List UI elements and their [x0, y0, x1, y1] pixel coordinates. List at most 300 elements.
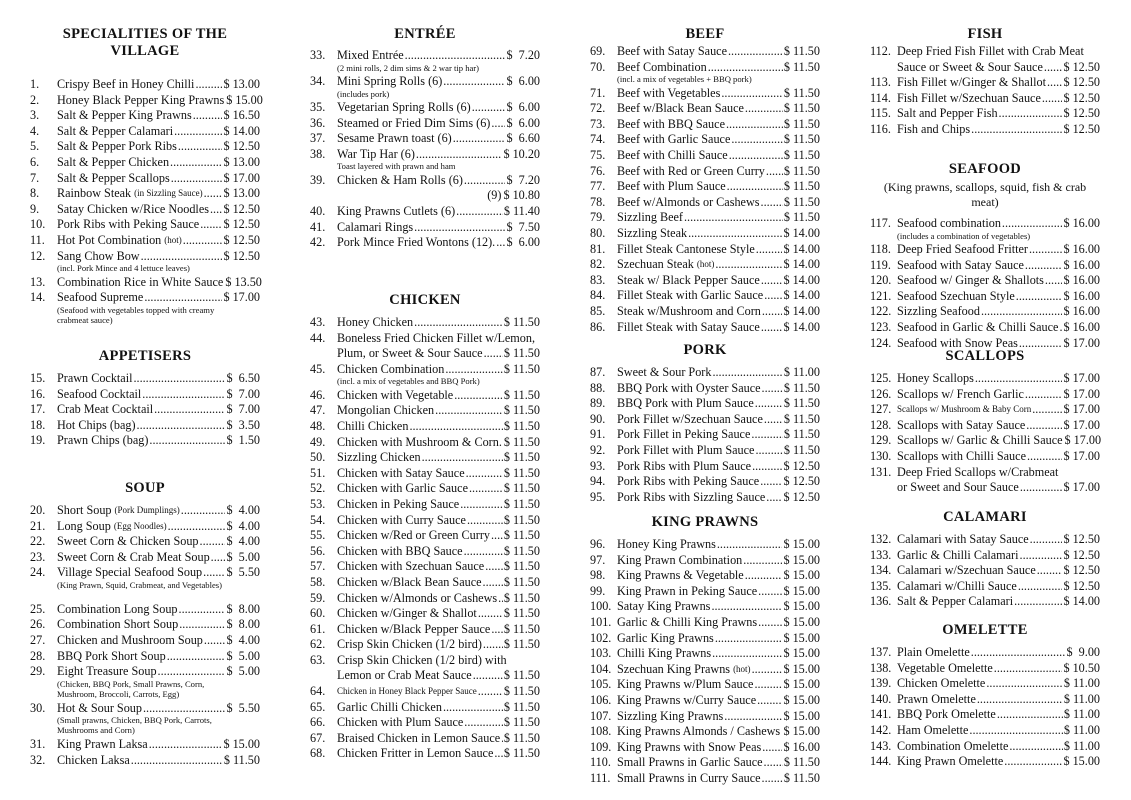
item-line	[337, 74, 540, 90]
menu-item	[310, 606, 540, 622]
item-line	[57, 633, 260, 649]
item-line	[337, 746, 540, 762]
item-line	[337, 513, 540, 529]
section-items	[870, 532, 1100, 610]
item-number: 120.	[870, 273, 892, 288]
item-price: $ 12.50	[1063, 59, 1100, 74]
item-price: $ 15.00	[223, 736, 260, 751]
item-line	[337, 362, 540, 378]
item-price: $ 12.50	[223, 248, 260, 263]
item-line	[57, 92, 263, 109]
menu-item	[590, 226, 820, 242]
dot-leader	[478, 606, 503, 622]
item-number: 55.	[310, 528, 326, 543]
item-number: 112.	[870, 44, 891, 58]
dot-leader	[467, 513, 503, 529]
dot-leader	[1047, 75, 1062, 91]
menu-item	[590, 490, 820, 506]
item-number: 108.	[590, 724, 612, 739]
item-tag: (Egg Noodles)	[113, 520, 167, 531]
item-name: Rainbow Steak	[57, 186, 132, 201]
item-name: BBQ Pork with Oyster Sauce	[617, 380, 761, 395]
item-name: Fillet Steak with Satay Sauce	[617, 319, 760, 334]
item-price: $ 5.00	[226, 549, 260, 564]
item-number: 142.	[870, 722, 892, 737]
item-price: $ 11.40	[503, 203, 540, 218]
item-name: Fish Fillet w/Szechuan Sauce	[897, 90, 1041, 105]
item-name: Crispy Beef in Honey Chilli	[57, 77, 195, 91]
dot-leader	[491, 528, 503, 544]
item-name: Prawn Omelette	[897, 691, 976, 706]
section-title: KING PRAWNS	[651, 514, 759, 530]
item-price: $ 11.50	[503, 387, 540, 402]
item-line	[57, 737, 260, 753]
item-price: $ 17.00	[1063, 480, 1100, 495]
menu-item	[310, 235, 540, 251]
dot-leader	[179, 617, 225, 633]
item-line	[617, 427, 820, 443]
item-line	[337, 235, 540, 251]
item-line	[617, 771, 820, 787]
item-number: 93.	[590, 458, 606, 473]
dot-leader	[501, 731, 503, 747]
item-number: 77.	[590, 179, 606, 194]
menu-item	[590, 553, 820, 569]
item-line-2	[337, 668, 540, 684]
item-name: Beef Combination	[617, 59, 707, 74]
dot-leader	[761, 273, 783, 289]
item-number: 3.	[30, 108, 40, 123]
menu-item	[870, 676, 1100, 692]
item-price: $ 17.00	[223, 290, 260, 305]
menu-item	[30, 602, 260, 618]
item-price: $ 11.50	[503, 361, 540, 376]
menu-item	[590, 101, 820, 117]
item-number: 20.	[30, 503, 46, 517]
item-line	[897, 258, 1100, 274]
item-name: King Prawns w/Curry Sauce	[617, 692, 757, 707]
menu-item	[590, 755, 820, 771]
menu-item	[30, 550, 260, 566]
item-name: Seafood Szechuan Style	[897, 288, 1015, 303]
item-price: $ 15.00	[783, 614, 820, 629]
menu-item	[870, 532, 1100, 548]
item-price: $ 4.00	[226, 632, 260, 647]
item-price: $ 7.00	[226, 402, 260, 417]
item-name: Plain Omelette	[897, 645, 970, 659]
menu-item	[310, 220, 540, 236]
menu-item	[590, 273, 820, 289]
menu-item	[310, 497, 540, 513]
item-line	[57, 202, 260, 218]
item-number: 107.	[590, 708, 612, 723]
item-price: $ 11.50	[503, 496, 540, 511]
item-number: 48.	[310, 418, 326, 433]
item-number: 50.	[310, 450, 326, 465]
item-name: Pork Fillet with Plum Sauce	[617, 442, 755, 457]
item-line	[57, 519, 260, 535]
item-line	[57, 155, 260, 171]
menu-item	[310, 684, 540, 700]
dot-leader	[170, 155, 222, 171]
dot-leader	[443, 700, 503, 716]
dot-leader	[456, 204, 503, 220]
menu-section	[30, 348, 260, 449]
item-name: Steamed or Fried Dim Sims (6)	[337, 115, 491, 130]
menu-item	[590, 443, 820, 459]
item-line	[337, 419, 540, 435]
item-name: Long Soup	[57, 518, 111, 533]
item-price: $ 11.50	[783, 116, 820, 131]
item-number: 59.	[310, 590, 326, 605]
item-price: $ 14.00	[783, 272, 820, 287]
menu-item	[590, 381, 820, 397]
item-price: $ 16.00	[1063, 288, 1100, 303]
item-line	[897, 692, 1100, 708]
menu-item	[590, 179, 820, 195]
item-name: Pork Ribs with Plum Sauce	[617, 458, 752, 473]
item-price: $ 14.00	[783, 225, 820, 240]
item-name: Chicken with Mushroom & Corn.	[337, 434, 502, 449]
item-price: $ 11.50	[503, 465, 540, 480]
dot-leader	[762, 740, 782, 756]
section-items	[30, 503, 260, 768]
item-price: $ 11.50	[783, 147, 820, 162]
menu-item	[870, 387, 1100, 403]
item-line	[897, 216, 1100, 232]
item-line	[57, 108, 260, 124]
dot-leader	[752, 459, 782, 475]
item-number: 39.	[310, 172, 326, 187]
menu-item	[30, 186, 260, 202]
item-price: $ 13.00	[223, 154, 260, 169]
item-number: 29.	[30, 664, 46, 679]
item-line-2	[337, 346, 540, 362]
item-number: 76.	[590, 163, 606, 178]
menu-item	[870, 91, 1100, 107]
menu-item	[310, 362, 540, 388]
item-price: $ 15.00	[783, 599, 820, 614]
item-number: 43.	[310, 315, 326, 329]
item-number: 26.	[30, 617, 46, 632]
item-price: $ 7.20	[506, 172, 540, 187]
item-name: King Prawn Combination	[617, 552, 743, 567]
item-line-2	[337, 188, 540, 204]
item-line	[57, 171, 260, 187]
item-number: 72.	[590, 101, 606, 116]
section-items	[870, 44, 1100, 138]
item-line	[337, 700, 540, 716]
item-line	[617, 459, 820, 475]
menu-item	[30, 633, 260, 649]
dot-leader	[751, 427, 782, 443]
dot-leader	[745, 101, 783, 117]
item-price: $ 11.00	[1063, 707, 1100, 722]
item-name: Beef w/Black Bean Sauce	[617, 101, 744, 116]
item-name: Beef with Satay Sauce	[617, 44, 727, 58]
dot-leader	[977, 692, 1063, 708]
item-name: Satay Chicken w/Rice Noodles	[57, 201, 209, 216]
menu-item	[590, 599, 820, 615]
item-line	[617, 288, 820, 304]
item-line	[57, 387, 260, 403]
item-number: 61.	[310, 621, 326, 636]
item-line	[337, 388, 540, 404]
section-items	[590, 365, 820, 505]
item-price: $ 12.50	[1063, 563, 1100, 578]
item-name: Combination Rice in White Sauce	[57, 274, 224, 289]
item-name: Crisp Skin Chicken (1/2 bird) with	[337, 652, 507, 667]
item-line	[617, 242, 820, 258]
item-price: $ 12.50	[1063, 90, 1100, 105]
item-line	[897, 122, 1100, 138]
item-name: Deep Fried Seafood Fritter	[897, 242, 1028, 256]
item-number: 56.	[310, 543, 326, 558]
item-line	[617, 44, 820, 60]
item-number: 58.	[310, 574, 326, 589]
item-name: Beef with BBQ Sauce	[617, 116, 725, 131]
item-number: 105.	[590, 677, 612, 692]
menu-item	[870, 289, 1100, 305]
dot-leader	[994, 661, 1063, 677]
item-name: Crisp Skin Chicken (1/2 bird)	[337, 637, 482, 652]
dot-leader	[1032, 402, 1062, 418]
item-name: Seafood combination	[897, 216, 1001, 230]
dot-leader	[158, 664, 226, 680]
menu-item	[30, 402, 260, 418]
item-price: $ 8.00	[226, 617, 260, 632]
menu-item	[310, 116, 540, 132]
item-number: 14.	[30, 290, 46, 305]
menu-item	[870, 548, 1100, 564]
item-name: Chicken Fritter in Lemon Sauce	[337, 746, 494, 761]
item-number: 53.	[310, 496, 326, 511]
item-price: $ 7.20	[506, 48, 540, 62]
item-line	[897, 563, 1100, 579]
menu-item	[590, 320, 820, 336]
menu-item	[310, 173, 540, 204]
item-line	[617, 537, 820, 553]
item-number: 89.	[590, 396, 606, 411]
item-line	[617, 101, 820, 117]
item-price: $ 12.50	[1063, 578, 1100, 593]
dot-leader	[466, 466, 503, 482]
menu-item	[590, 693, 820, 709]
dot-leader	[762, 381, 783, 397]
item-price: $ 11.50	[783, 380, 820, 395]
item-number: 5.	[30, 139, 40, 154]
dot-leader	[149, 737, 223, 753]
item-line	[617, 381, 820, 397]
dot-leader	[1004, 754, 1062, 770]
item-number: 118.	[870, 242, 891, 256]
item-number: 37.	[310, 131, 326, 146]
item-line	[57, 371, 260, 387]
menu-item	[870, 723, 1100, 739]
menu-section	[30, 480, 260, 768]
section-items	[310, 48, 540, 251]
menu-item	[870, 402, 1100, 418]
item-price: $ 6.60	[506, 131, 540, 146]
item-line	[57, 217, 260, 233]
menu-item	[590, 44, 820, 60]
menu-item	[590, 195, 820, 211]
dot-leader	[211, 550, 226, 566]
item-name: King Prawns Cutlets (6)	[337, 203, 456, 218]
item-number: 97.	[590, 552, 606, 567]
item-line	[57, 186, 260, 202]
item-note: (includes pork)	[337, 88, 390, 99]
menu-item	[30, 737, 260, 753]
item-price: $ 11.00	[1063, 691, 1100, 706]
menu-column-3	[590, 0, 820, 800]
menu-item	[310, 435, 540, 451]
item-name: Ham Omelette	[897, 722, 969, 737]
item-name: Sizzling Steak	[617, 225, 688, 240]
menu-item	[310, 388, 540, 404]
dot-leader	[758, 584, 782, 600]
item-line	[617, 740, 820, 756]
item-number: 44.	[310, 330, 326, 345]
item-number: 103.	[590, 646, 612, 661]
item-line	[897, 273, 1100, 289]
item-price: $ 17.00	[223, 170, 260, 185]
item-price: $ 14.00	[783, 288, 820, 303]
item-number: 131.	[870, 464, 892, 479]
item-name: King Prawn in Peking Sauce	[617, 583, 758, 598]
item-line	[897, 645, 1100, 661]
menu-item	[30, 171, 260, 187]
item-line	[617, 709, 820, 725]
item-number: 4.	[30, 123, 40, 138]
item-name: Calamari w/Szechuan Sauce	[897, 563, 1036, 578]
dot-leader	[141, 249, 223, 265]
item-name: King Prawns w/Plum Sauce	[617, 677, 754, 692]
item-number: 102.	[590, 630, 612, 645]
item-price: $ 6.00	[506, 100, 540, 114]
dot-leader	[756, 242, 783, 258]
dot-leader	[1027, 449, 1062, 465]
item-name: Chicken Omelette	[897, 676, 986, 691]
item-line	[57, 534, 260, 550]
menu-item	[310, 513, 540, 529]
item-name: Scallops w/ Mushroom & Baby Corn	[897, 404, 1032, 415]
item-number: 75.	[590, 147, 606, 162]
item-name: Honey Scallops	[897, 371, 974, 385]
item-line	[337, 220, 540, 236]
item-number: 110.	[590, 755, 611, 770]
item-price: $ 17.00	[1063, 417, 1100, 432]
item-line	[617, 365, 820, 381]
dot-leader	[761, 320, 783, 336]
dot-leader	[210, 202, 222, 218]
menu-item	[310, 315, 540, 331]
item-name-continued: Plum, or Sweet & Sour Sauce	[337, 346, 483, 361]
menu-section	[30, 26, 263, 327]
dot-leader	[181, 503, 226, 519]
item-name: Sesame Prawn toast (6)	[337, 131, 452, 146]
item-name: Chicken with BBQ Sauce	[337, 543, 463, 558]
item-note: (incl. a mix of vegetables + BBQ pork)	[617, 74, 752, 85]
menu-item	[870, 418, 1100, 434]
item-name: Calamari w/Chilli Sauce	[897, 578, 1017, 593]
item-number: 86.	[590, 319, 606, 334]
menu-item	[30, 233, 260, 249]
item-line	[337, 116, 540, 132]
item-name: Sweet & Sour Pork	[617, 365, 712, 379]
dot-leader	[721, 86, 783, 102]
dot-leader	[133, 371, 225, 387]
item-price: $ 11.50	[503, 559, 540, 574]
item-name: Seafood with Snow Peas	[897, 335, 1018, 350]
item-number: 119.	[870, 257, 891, 272]
item-name: Scallops w/ French Garlic	[897, 386, 1024, 401]
item-price: $ 12.50	[1063, 106, 1100, 121]
dot-leader	[743, 553, 782, 569]
item-number: 82.	[590, 257, 606, 272]
dot-leader	[754, 677, 782, 693]
menu-item	[870, 579, 1100, 595]
item-line	[57, 275, 260, 291]
item-name: Hot & Sour Soup	[57, 700, 142, 715]
item-name: Beef with Garlic Sauce	[617, 132, 731, 147]
item-price: $ 11.50	[783, 101, 820, 116]
menu-item	[30, 124, 260, 140]
item-number: 98.	[590, 568, 606, 583]
item-line	[337, 435, 540, 451]
item-price: $ 15.00	[783, 724, 820, 739]
item-price: $ 12.50	[1063, 121, 1100, 136]
item-number: 73.	[590, 116, 606, 131]
item-line-2	[897, 480, 1100, 496]
item-line	[57, 550, 260, 566]
item-name: Chicken in Peking Sauce	[337, 496, 460, 511]
item-name: Calamari Rings	[337, 219, 414, 234]
item-name: Salt & Pepper Calamari	[897, 594, 1014, 609]
menu-item	[870, 563, 1100, 579]
item-number: 19.	[30, 433, 46, 448]
item-number: 85.	[590, 303, 606, 318]
item-name: Crab Meat Cocktail	[57, 402, 154, 417]
dot-leader	[174, 124, 222, 140]
menu-item	[590, 132, 820, 148]
item-line	[57, 503, 260, 519]
item-note: (incl. Pork Mince and 4 lettuce leaves)	[57, 263, 190, 274]
dot-leader	[758, 615, 782, 631]
dot-leader	[454, 388, 503, 404]
dot-leader	[969, 723, 1062, 739]
item-price: $ 11.50	[783, 210, 820, 225]
menu-column-2	[310, 0, 540, 800]
item-line	[617, 117, 820, 133]
item-number: 51.	[310, 465, 326, 480]
dot-leader	[460, 497, 503, 513]
dot-leader	[971, 122, 1062, 138]
item-name: Seafood Supreme	[57, 290, 144, 305]
item-name: Honey Chicken	[337, 315, 414, 329]
item-price: $ 11.00	[1063, 676, 1100, 691]
item-name: Beef with Plum Sauce	[617, 179, 726, 194]
item-name: Chicken with Garlic Sauce	[337, 481, 468, 496]
item-line	[337, 204, 540, 220]
menu-item	[870, 754, 1100, 770]
item-number: 123.	[870, 319, 892, 334]
menu-item	[310, 715, 540, 731]
item-price: $ 11.50	[783, 163, 820, 178]
dot-leader	[997, 707, 1063, 723]
item-price: $ 11.50	[503, 621, 540, 636]
item-price: $ 10.80	[503, 188, 540, 203]
